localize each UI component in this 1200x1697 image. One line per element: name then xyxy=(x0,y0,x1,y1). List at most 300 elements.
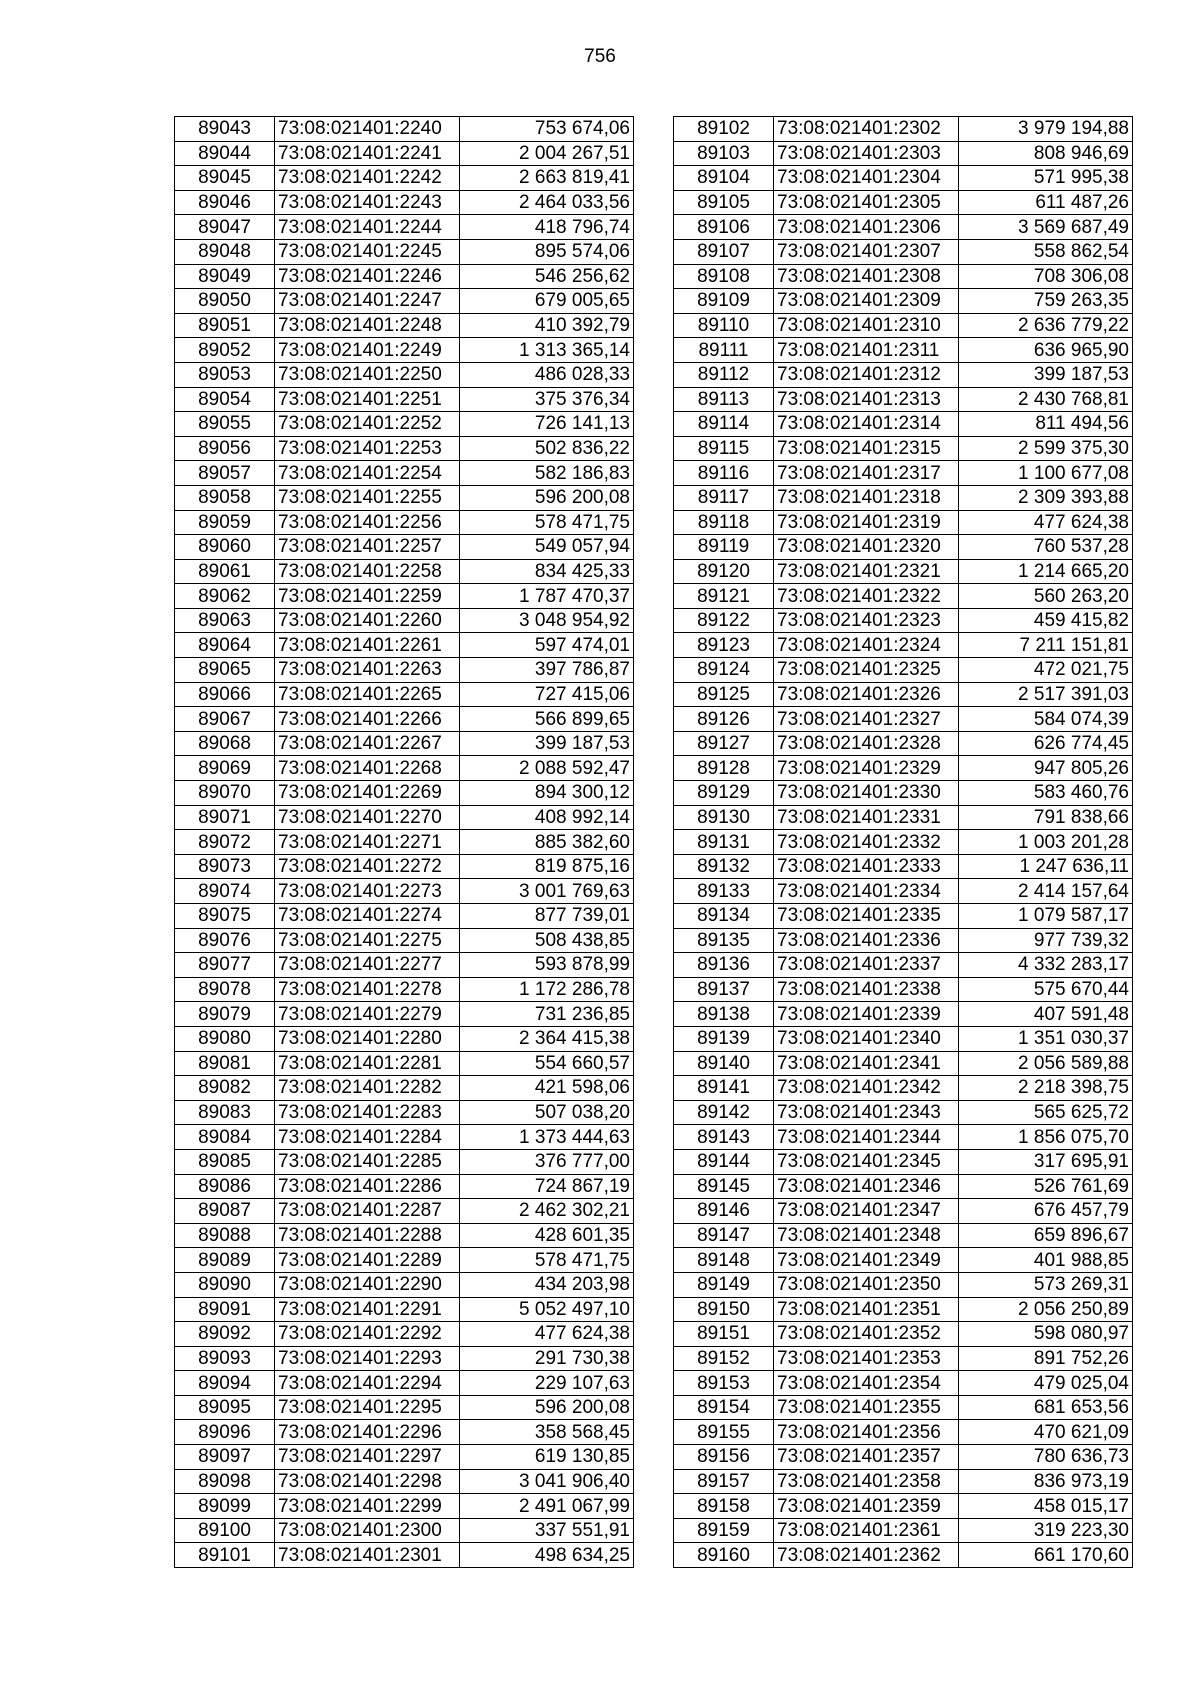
row-number-cell: 89126 xyxy=(674,707,774,732)
value-cell: 337 551,91 xyxy=(460,1518,634,1543)
cadastral-number-cell: 73:08:021401:2268 xyxy=(275,756,460,781)
cadastral-number-cell: 73:08:021401:2292 xyxy=(275,1322,460,1347)
value-cell: 1 373 444,63 xyxy=(460,1125,634,1150)
cadastral-number-cell: 73:08:021401:2246 xyxy=(275,264,460,289)
cadastral-number-cell: 73:08:021401:2293 xyxy=(275,1346,460,1371)
row-number-cell: 89137 xyxy=(674,977,774,1002)
value-cell: 2 056 250,89 xyxy=(959,1297,1133,1322)
table-row xyxy=(674,1420,1133,1445)
table-row xyxy=(674,682,1133,707)
row-number-cell: 89116 xyxy=(674,461,774,486)
value-cell: 5 052 497,10 xyxy=(460,1297,634,1322)
cadastral-number-cell: 73:08:021401:2277 xyxy=(275,953,460,978)
cadastral-number-cell: 73:08:021401:2301 xyxy=(275,1543,460,1568)
value-cell: 546 256,62 xyxy=(460,264,634,289)
value-cell: 3 979 194,88 xyxy=(959,117,1133,142)
cadastral-number-cell: 73:08:021401:2314 xyxy=(774,412,959,437)
row-number-cell: 89087 xyxy=(175,1199,275,1224)
value-cell: 502 836,22 xyxy=(460,436,634,461)
row-number-cell: 89151 xyxy=(674,1322,774,1347)
value-cell: 229 107,63 xyxy=(460,1371,634,1396)
table-row xyxy=(674,854,1133,879)
row-number-cell: 89147 xyxy=(674,1223,774,1248)
table-row xyxy=(175,141,634,166)
table-row xyxy=(674,1174,1133,1199)
cadastral-number-cell: 73:08:021401:2335 xyxy=(774,904,959,929)
row-number-cell: 89058 xyxy=(175,485,275,510)
cadastral-number-cell: 73:08:021401:2296 xyxy=(275,1420,460,1445)
value-cell: 3 569 687,49 xyxy=(959,215,1133,240)
row-number-cell: 89124 xyxy=(674,658,774,683)
cadastral-number-cell: 73:08:021401:2307 xyxy=(774,239,959,264)
value-cell: 1 313 365,14 xyxy=(460,338,634,363)
row-number-cell: 89078 xyxy=(175,977,275,1002)
row-number-cell: 89052 xyxy=(175,338,275,363)
cadastral-number-cell: 73:08:021401:2322 xyxy=(774,584,959,609)
table-row xyxy=(175,1445,634,1470)
table-row xyxy=(674,756,1133,781)
row-number-cell: 89115 xyxy=(674,436,774,461)
value-cell: 575 670,44 xyxy=(959,977,1133,1002)
table-row xyxy=(175,1199,634,1224)
table-row xyxy=(175,1174,634,1199)
table-row xyxy=(674,412,1133,437)
cadastral-number-cell: 73:08:021401:2341 xyxy=(774,1051,959,1076)
row-number-cell: 89104 xyxy=(674,166,774,191)
row-number-cell: 89044 xyxy=(175,141,275,166)
value-cell: 583 460,76 xyxy=(959,781,1133,806)
cadastral-number-cell: 73:08:021401:2241 xyxy=(275,141,460,166)
table-row xyxy=(674,608,1133,633)
page-number: 756 xyxy=(584,46,616,67)
table-row xyxy=(674,1371,1133,1396)
cadastral-number-cell: 73:08:021401:2278 xyxy=(275,977,460,1002)
row-number-cell: 89061 xyxy=(175,559,275,584)
row-number-cell: 89106 xyxy=(674,215,774,240)
value-cell: 573 269,31 xyxy=(959,1272,1133,1297)
row-number-cell: 89119 xyxy=(674,535,774,560)
row-number-cell: 89141 xyxy=(674,1076,774,1101)
value-cell: 1 100 677,08 xyxy=(959,461,1133,486)
table-row xyxy=(674,436,1133,461)
row-number-cell: 89079 xyxy=(175,1002,275,1027)
row-number-cell: 89070 xyxy=(175,781,275,806)
table-row xyxy=(175,805,634,830)
value-cell: 526 761,69 xyxy=(959,1174,1133,1199)
row-number-cell: 89149 xyxy=(674,1272,774,1297)
row-number-cell: 89139 xyxy=(674,1026,774,1051)
table-row xyxy=(175,854,634,879)
cadastral-number-cell: 73:08:021401:2353 xyxy=(774,1346,959,1371)
table-row xyxy=(175,1494,634,1519)
table-row xyxy=(674,313,1133,338)
cadastral-number-cell: 73:08:021401:2346 xyxy=(774,1174,959,1199)
cadastral-number-cell: 73:08:021401:2252 xyxy=(275,412,460,437)
cadastral-number-cell: 73:08:021401:2329 xyxy=(774,756,959,781)
cadastral-number-cell: 73:08:021401:2275 xyxy=(275,928,460,953)
cadastral-number-cell: 73:08:021401:2261 xyxy=(275,633,460,658)
table-row xyxy=(175,756,634,781)
cadastral-number-cell: 73:08:021401:2251 xyxy=(275,387,460,412)
cadastral-number-cell: 73:08:021401:2289 xyxy=(275,1248,460,1273)
value-cell: 731 236,85 xyxy=(460,1002,634,1027)
table-row xyxy=(175,485,634,510)
row-number-cell: 89152 xyxy=(674,1346,774,1371)
value-cell: 895 574,06 xyxy=(460,239,634,264)
row-number-cell: 89157 xyxy=(674,1469,774,1494)
table-row xyxy=(175,608,634,633)
value-cell: 676 457,79 xyxy=(959,1199,1133,1224)
table-row xyxy=(175,1002,634,1027)
table-row xyxy=(175,953,634,978)
row-number-cell: 89159 xyxy=(674,1518,774,1543)
table-row xyxy=(674,953,1133,978)
table-row xyxy=(674,658,1133,683)
register-table-left xyxy=(174,116,634,1568)
value-cell: 397 786,87 xyxy=(460,658,634,683)
value-cell: 780 636,73 xyxy=(959,1445,1133,1470)
table-row xyxy=(674,1469,1133,1494)
value-cell: 421 598,06 xyxy=(460,1076,634,1101)
cadastral-number-cell: 73:08:021401:2303 xyxy=(774,141,959,166)
value-cell: 759 263,35 xyxy=(959,289,1133,314)
table-row xyxy=(175,239,634,264)
cadastral-number-cell: 73:08:021401:2249 xyxy=(275,338,460,363)
table-row xyxy=(175,289,634,314)
row-number-cell: 89133 xyxy=(674,879,774,904)
cadastral-number-cell: 73:08:021401:2324 xyxy=(774,633,959,658)
row-number-cell: 89142 xyxy=(674,1100,774,1125)
cadastral-number-cell: 73:08:021401:2285 xyxy=(275,1149,460,1174)
row-number-cell: 89095 xyxy=(175,1395,275,1420)
table-row xyxy=(175,1322,634,1347)
table-row xyxy=(175,977,634,1002)
cadastral-number-cell: 73:08:021401:2255 xyxy=(275,485,460,510)
table-row xyxy=(674,1518,1133,1543)
row-number-cell: 89076 xyxy=(175,928,275,953)
cadastral-number-cell: 73:08:021401:2315 xyxy=(774,436,959,461)
row-number-cell: 89102 xyxy=(674,117,774,142)
table-row xyxy=(674,781,1133,806)
row-number-cell: 89107 xyxy=(674,239,774,264)
table-row xyxy=(175,412,634,437)
row-number-cell: 89125 xyxy=(674,682,774,707)
row-number-cell: 89118 xyxy=(674,510,774,535)
value-cell: 808 946,69 xyxy=(959,141,1133,166)
value-cell: 428 601,35 xyxy=(460,1223,634,1248)
table-row xyxy=(674,1002,1133,1027)
cadastral-number-cell: 73:08:021401:2356 xyxy=(774,1420,959,1445)
cadastral-number-cell: 73:08:021401:2258 xyxy=(275,559,460,584)
row-number-cell: 89138 xyxy=(674,1002,774,1027)
row-number-cell: 89060 xyxy=(175,535,275,560)
table-row xyxy=(674,584,1133,609)
table-row xyxy=(674,707,1133,732)
value-cell: 819 875,16 xyxy=(460,854,634,879)
row-number-cell: 89105 xyxy=(674,190,774,215)
table-row xyxy=(175,190,634,215)
row-number-cell: 89136 xyxy=(674,953,774,978)
row-number-cell: 89160 xyxy=(674,1543,774,1568)
cadastral-number-cell: 73:08:021401:2359 xyxy=(774,1494,959,1519)
cadastral-number-cell: 73:08:021401:2247 xyxy=(275,289,460,314)
row-number-cell: 89120 xyxy=(674,559,774,584)
table-row xyxy=(175,1543,634,1568)
cadastral-number-cell: 73:08:021401:2254 xyxy=(275,461,460,486)
row-number-cell: 89069 xyxy=(175,756,275,781)
table-row xyxy=(674,1322,1133,1347)
table-row xyxy=(175,1420,634,1445)
value-cell: 885 382,60 xyxy=(460,830,634,855)
table-row xyxy=(674,977,1133,1002)
cadastral-number-cell: 73:08:021401:2345 xyxy=(774,1149,959,1174)
value-cell: 1 172 286,78 xyxy=(460,977,634,1002)
value-cell: 894 300,12 xyxy=(460,781,634,806)
table-row xyxy=(175,215,634,240)
value-cell: 291 730,38 xyxy=(460,1346,634,1371)
cadastral-number-cell: 73:08:021401:2308 xyxy=(774,264,959,289)
table-row xyxy=(674,190,1133,215)
cadastral-number-cell: 73:08:021401:2284 xyxy=(275,1125,460,1150)
value-cell: 376 777,00 xyxy=(460,1149,634,1174)
table-row xyxy=(674,166,1133,191)
row-number-cell: 89065 xyxy=(175,658,275,683)
row-number-cell: 89098 xyxy=(175,1469,275,1494)
table-row xyxy=(175,1125,634,1150)
table-row xyxy=(674,1026,1133,1051)
cadastral-number-cell: 73:08:021401:2270 xyxy=(275,805,460,830)
row-number-cell: 89134 xyxy=(674,904,774,929)
value-cell: 317 695,91 xyxy=(959,1149,1133,1174)
cadastral-number-cell: 73:08:021401:2267 xyxy=(275,731,460,756)
value-cell: 358 568,45 xyxy=(460,1420,634,1445)
value-cell: 401 988,85 xyxy=(959,1248,1133,1273)
cadastral-number-cell: 73:08:021401:2318 xyxy=(774,485,959,510)
value-cell: 470 621,09 xyxy=(959,1420,1133,1445)
row-number-cell: 89094 xyxy=(175,1371,275,1396)
row-number-cell: 89131 xyxy=(674,830,774,855)
cadastral-number-cell: 73:08:021401:2294 xyxy=(275,1371,460,1396)
row-number-cell: 89114 xyxy=(674,412,774,437)
row-number-cell: 89085 xyxy=(175,1149,275,1174)
table-row xyxy=(175,436,634,461)
value-cell: 727 415,06 xyxy=(460,682,634,707)
value-cell: 558 862,54 xyxy=(959,239,1133,264)
row-number-cell: 89089 xyxy=(175,1248,275,1273)
value-cell: 877 739,01 xyxy=(460,904,634,929)
value-cell: 408 992,14 xyxy=(460,805,634,830)
value-cell: 596 200,08 xyxy=(460,485,634,510)
value-cell: 472 021,75 xyxy=(959,658,1133,683)
row-number-cell: 89144 xyxy=(674,1149,774,1174)
cadastral-number-cell: 73:08:021401:2334 xyxy=(774,879,959,904)
table-row xyxy=(175,682,634,707)
row-number-cell: 89093 xyxy=(175,1346,275,1371)
table-row xyxy=(175,559,634,584)
cadastral-number-cell: 73:08:021401:2352 xyxy=(774,1322,959,1347)
table-row xyxy=(674,1223,1133,1248)
table-row xyxy=(674,535,1133,560)
value-cell: 1 247 636,11 xyxy=(959,854,1133,879)
row-number-cell: 89064 xyxy=(175,633,275,658)
table-row xyxy=(175,166,634,191)
row-number-cell: 89143 xyxy=(674,1125,774,1150)
table-row xyxy=(674,830,1133,855)
table-row xyxy=(175,1518,634,1543)
row-number-cell: 89051 xyxy=(175,313,275,338)
row-number-cell: 89050 xyxy=(175,289,275,314)
value-cell: 977 739,32 xyxy=(959,928,1133,953)
cadastral-number-cell: 73:08:021401:2283 xyxy=(275,1100,460,1125)
cadastral-number-cell: 73:08:021401:2280 xyxy=(275,1026,460,1051)
value-cell: 791 838,66 xyxy=(959,805,1133,830)
row-number-cell: 89074 xyxy=(175,879,275,904)
row-number-cell: 89111 xyxy=(674,338,774,363)
table-row xyxy=(674,362,1133,387)
row-number-cell: 89145 xyxy=(674,1174,774,1199)
table-row xyxy=(175,1272,634,1297)
table-row xyxy=(175,338,634,363)
cadastral-number-cell: 73:08:021401:2260 xyxy=(275,608,460,633)
value-cell: 3 041 906,40 xyxy=(460,1469,634,1494)
row-number-cell: 89053 xyxy=(175,362,275,387)
value-cell: 565 625,72 xyxy=(959,1100,1133,1125)
value-cell: 399 187,53 xyxy=(959,362,1133,387)
cadastral-number-cell: 73:08:021401:2343 xyxy=(774,1100,959,1125)
row-number-cell: 89099 xyxy=(175,1494,275,1519)
cadastral-number-cell: 73:08:021401:2266 xyxy=(275,707,460,732)
cadastral-number-cell: 73:08:021401:2355 xyxy=(774,1395,959,1420)
table-row xyxy=(175,1149,634,1174)
row-number-cell: 89046 xyxy=(175,190,275,215)
cadastral-number-cell: 73:08:021401:2248 xyxy=(275,313,460,338)
row-number-cell: 89057 xyxy=(175,461,275,486)
cadastral-number-cell: 73:08:021401:2272 xyxy=(275,854,460,879)
cadastral-number-cell: 73:08:021401:2291 xyxy=(275,1297,460,1322)
cadastral-number-cell: 73:08:021401:2300 xyxy=(275,1518,460,1543)
cadastral-number-cell: 73:08:021401:2327 xyxy=(774,707,959,732)
table-row xyxy=(175,1371,634,1396)
row-number-cell: 89084 xyxy=(175,1125,275,1150)
cadastral-number-cell: 73:08:021401:2269 xyxy=(275,781,460,806)
row-number-cell: 89056 xyxy=(175,436,275,461)
cadastral-number-cell: 73:08:021401:2302 xyxy=(774,117,959,142)
value-cell: 3 048 954,92 xyxy=(460,608,634,633)
value-cell: 2 599 375,30 xyxy=(959,436,1133,461)
row-number-cell: 89122 xyxy=(674,608,774,633)
cadastral-number-cell: 73:08:021401:2325 xyxy=(774,658,959,683)
cadastral-number-cell: 73:08:021401:2271 xyxy=(275,830,460,855)
value-cell: 375 376,34 xyxy=(460,387,634,412)
value-cell: 479 025,04 xyxy=(959,1371,1133,1396)
cadastral-number-cell: 73:08:021401:2321 xyxy=(774,559,959,584)
cadastral-number-cell: 73:08:021401:2305 xyxy=(774,190,959,215)
row-number-cell: 89073 xyxy=(175,854,275,879)
table-row xyxy=(674,805,1133,830)
table-row xyxy=(175,387,634,412)
row-number-cell: 89150 xyxy=(674,1297,774,1322)
cadastral-number-cell: 73:08:021401:2312 xyxy=(774,362,959,387)
cadastral-number-cell: 73:08:021401:2358 xyxy=(774,1469,959,1494)
table-row xyxy=(175,830,634,855)
cadastral-number-cell: 73:08:021401:2347 xyxy=(774,1199,959,1224)
row-number-cell: 89068 xyxy=(175,731,275,756)
table-row xyxy=(175,781,634,806)
table-row xyxy=(674,1543,1133,1568)
value-cell: 549 057,94 xyxy=(460,535,634,560)
cadastral-number-cell: 73:08:021401:2245 xyxy=(275,239,460,264)
cadastral-number-cell: 73:08:021401:2256 xyxy=(275,510,460,535)
cadastral-number-cell: 73:08:021401:2331 xyxy=(774,805,959,830)
value-cell: 571 995,38 xyxy=(959,166,1133,191)
row-number-cell: 89113 xyxy=(674,387,774,412)
value-cell: 498 634,25 xyxy=(460,1543,634,1568)
row-number-cell: 89148 xyxy=(674,1248,774,1273)
row-number-cell: 89153 xyxy=(674,1371,774,1396)
cadastral-number-cell: 73:08:021401:2240 xyxy=(275,117,460,142)
row-number-cell: 89101 xyxy=(175,1543,275,1568)
table-row xyxy=(674,1272,1133,1297)
row-number-cell: 89063 xyxy=(175,608,275,633)
value-cell: 659 896,67 xyxy=(959,1223,1133,1248)
value-cell: 2 663 819,41 xyxy=(460,166,634,191)
table-row xyxy=(674,559,1133,584)
value-cell: 636 965,90 xyxy=(959,338,1133,363)
row-number-cell: 89086 xyxy=(175,1174,275,1199)
table-row xyxy=(674,461,1133,486)
value-cell: 2 491 067,99 xyxy=(460,1494,634,1519)
value-cell: 1 214 665,20 xyxy=(959,559,1133,584)
value-cell: 2 088 592,47 xyxy=(460,756,634,781)
row-number-cell: 89129 xyxy=(674,781,774,806)
row-number-cell: 89121 xyxy=(674,584,774,609)
cadastral-number-cell: 73:08:021401:2354 xyxy=(774,1371,959,1396)
value-cell: 2 004 267,51 xyxy=(460,141,634,166)
row-number-cell: 89045 xyxy=(175,166,275,191)
row-number-cell: 89154 xyxy=(674,1395,774,1420)
cadastral-number-cell: 73:08:021401:2328 xyxy=(774,731,959,756)
cadastral-number-cell: 73:08:021401:2250 xyxy=(275,362,460,387)
value-cell: 1 079 587,17 xyxy=(959,904,1133,929)
cadastral-number-cell: 73:08:021401:2274 xyxy=(275,904,460,929)
value-cell: 596 200,08 xyxy=(460,1395,634,1420)
cadastral-number-cell: 73:08:021401:2288 xyxy=(275,1223,460,1248)
row-number-cell: 89108 xyxy=(674,264,774,289)
row-number-cell: 89155 xyxy=(674,1420,774,1445)
table-row xyxy=(674,1494,1133,1519)
cadastral-number-cell: 73:08:021401:2298 xyxy=(275,1469,460,1494)
value-cell: 2 464 033,56 xyxy=(460,190,634,215)
table-row xyxy=(175,731,634,756)
cadastral-number-cell: 73:08:021401:2349 xyxy=(774,1248,959,1273)
cadastral-number-cell: 73:08:021401:2351 xyxy=(774,1297,959,1322)
table-row xyxy=(175,1346,634,1371)
row-number-cell: 89132 xyxy=(674,854,774,879)
cadastral-number-cell: 73:08:021401:2317 xyxy=(774,461,959,486)
row-number-cell: 89080 xyxy=(175,1026,275,1051)
row-number-cell: 89055 xyxy=(175,412,275,437)
cadastral-number-cell: 73:08:021401:2299 xyxy=(275,1494,460,1519)
table-row xyxy=(674,1445,1133,1470)
value-cell: 1 351 030,37 xyxy=(959,1026,1133,1051)
table-row xyxy=(175,313,634,338)
value-cell: 753 674,06 xyxy=(460,117,634,142)
cadastral-number-cell: 73:08:021401:2290 xyxy=(275,1272,460,1297)
value-cell: 434 203,98 xyxy=(460,1272,634,1297)
row-number-cell: 89082 xyxy=(175,1076,275,1101)
value-cell: 566 899,65 xyxy=(460,707,634,732)
row-number-cell: 89096 xyxy=(175,1420,275,1445)
